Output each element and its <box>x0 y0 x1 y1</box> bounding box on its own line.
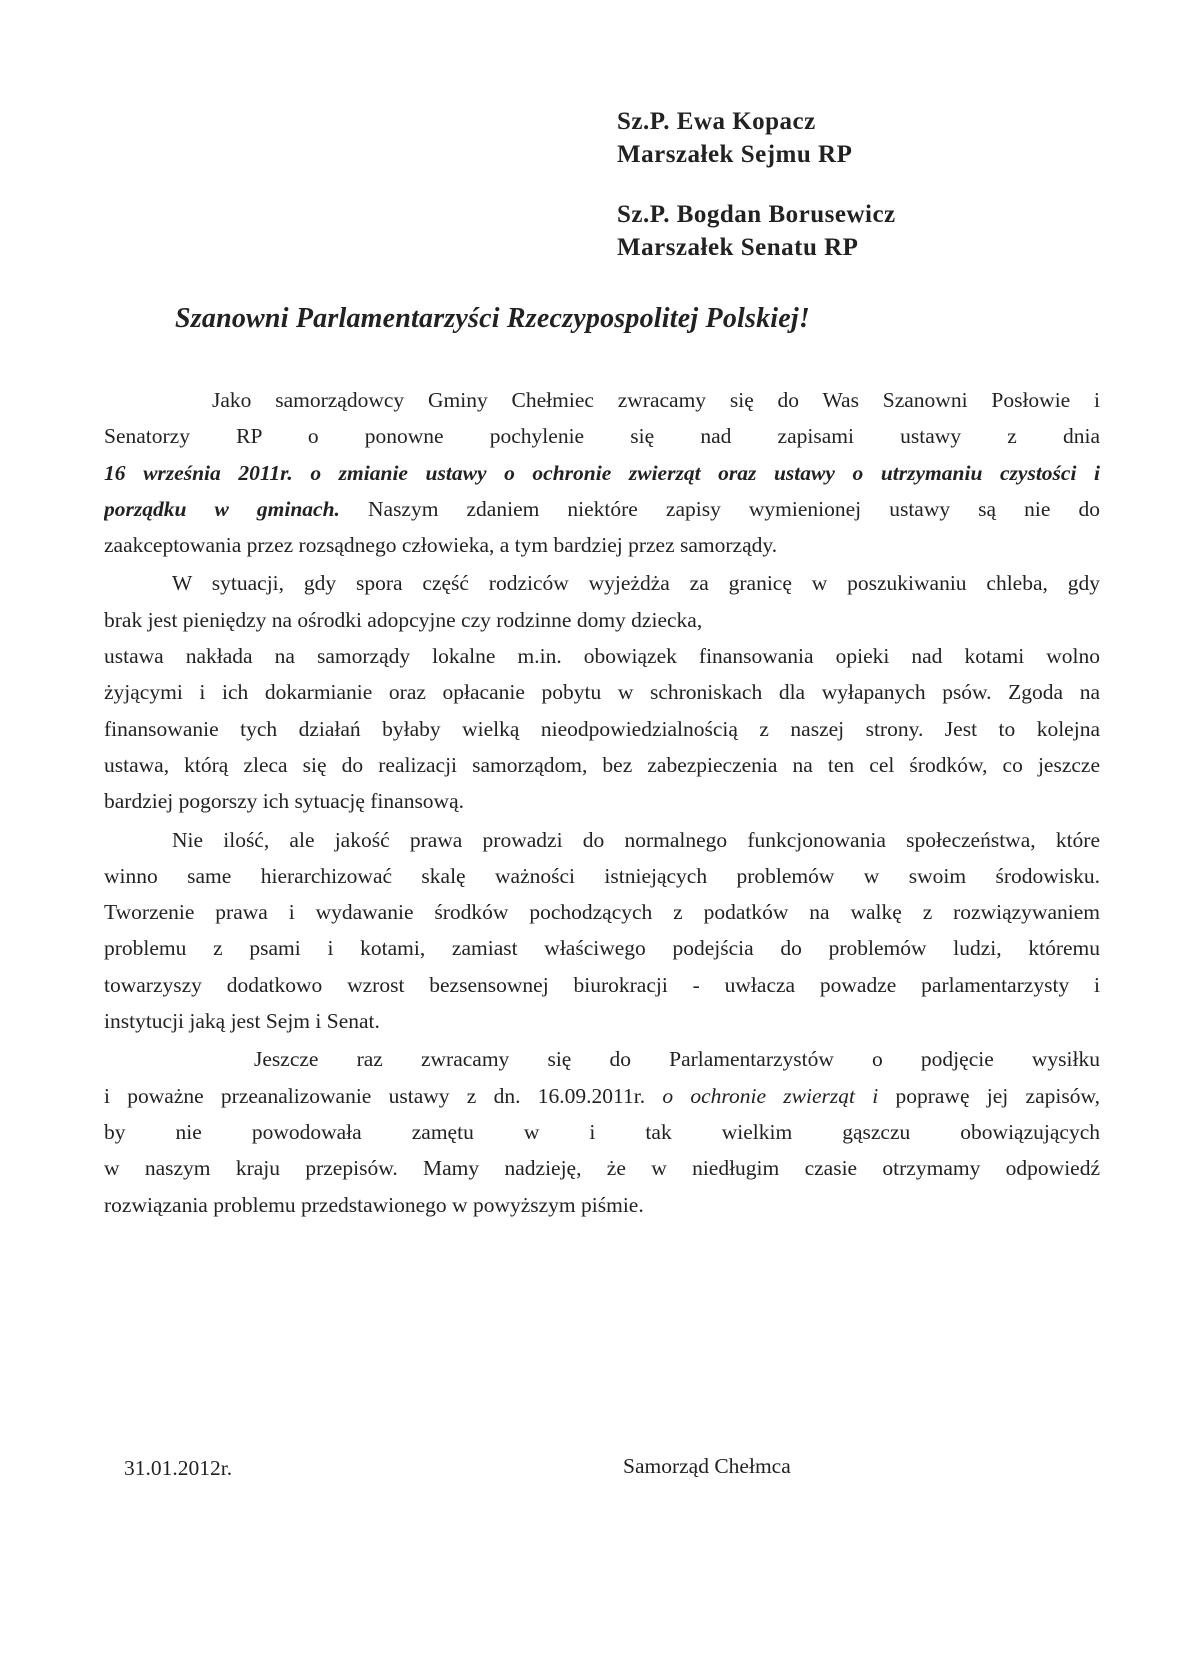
text-line: zaakceptowania przez rozsądnego człowieka, a tym bardziej przez samorządy. <box>104 533 778 558</box>
text-line: Jako samorządowcy Gminy Chełmiec zwracamy się do Was Szanowni Posłowie i <box>212 388 1100 412</box>
text-line: finansowanie tych działań byłaby wielką nieodpowiedzialnością z naszej strony. Jest to kolejna <box>104 716 1100 741</box>
text-line: ustawa, którą zleca się do realizacji samorządom, bez zabezpieczenia na ten cel środków, co jeszcze <box>104 752 1100 777</box>
recipient-2 <box>617 198 896 264</box>
recipients-block <box>617 105 896 291</box>
text-line <box>104 1078 1100 1114</box>
text-fragment: Naszym zdaniem niektóre zapisy wymienionej ustawy są nie do <box>339 496 1100 521</box>
text-line: instytucji jaką jest Sejm i Senat. <box>104 1009 380 1034</box>
text-line: żyjącymi i ich dokarmianie oraz opłacanie pobytu w schroniskach dla wyłapanych psów. Zgoda na <box>104 680 1100 705</box>
text-line: Senatorzy RP o ponowne pochylenie się nad zapisami ustawy z dnia <box>104 424 1100 449</box>
paragraph-4 <box>104 1041 1100 1222</box>
text-line: problemu z psami i kotami, zamiast właściwego podejścia do problemów ludzi, któremu <box>104 936 1100 961</box>
text-line: 16 września 2011r. o zmianie ustawy o ochronie zwierząt oraz ustawy o utrzymaniu czystości i <box>104 460 1100 485</box>
recipient-1 <box>617 105 896 171</box>
text-line <box>104 491 1100 527</box>
text-line: by nie powodowała zamętu w i tak wielkim gąszczu obowiązujących <box>104 1119 1100 1144</box>
text-fragment: poprawę jej zapisów, <box>878 1083 1100 1108</box>
signature: Samorząd Chełmca <box>623 1454 791 1478</box>
text-line: W sytuacji, gdy spora część rodziców wyjeżdża za granicę w poszukiwaniu chleba, gdy <box>172 571 1100 596</box>
text-line: winno same hierarchizować skalę ważności istniejących problemów w swoim środowisku. <box>104 863 1100 888</box>
paragraph-2 <box>104 565 1100 819</box>
text-line: Nie ilość, ale jakość prawa prowadzi do normalnego funkcjonowania społeczeństwa, które <box>172 827 1100 852</box>
text-line: brak jest pieniędzy na ośrodki adopcyjne czy rodzinne domy dziecka, <box>104 607 703 632</box>
recipient-name: Sz.P. Ewa Kopacz <box>617 108 816 135</box>
law-title-fragment: porządku w gminach. <box>104 496 340 521</box>
text-fragment: i poważne przeanalizowanie ustawy z dn. 16.09.2011r. <box>104 1083 663 1108</box>
paragraph-1 <box>104 382 1100 563</box>
law-title-fragment: o ochronie zwierząt i <box>662 1083 879 1108</box>
recipient-name: Sz.P. Bogdan Borusewicz <box>617 201 896 228</box>
text-line: ustawa nakłada na samorządy lokalne m.in. obowiązek finansowania opieki nad kotami wolno <box>104 644 1100 669</box>
recipient-title: Marszałek Senatu RP <box>617 234 859 261</box>
text-line: w naszym kraju przepisów. Mamy nadzieję, że w niedługim czasie otrzymamy odpowiedź <box>104 1156 1100 1181</box>
recipient-title: Marszałek Sejmu RP <box>617 141 853 168</box>
text-line: towarzyszy dodatkowo wzrost bezsensownej biurokracji - uwłacza powadze parlamentarzysty i <box>104 972 1100 997</box>
paragraph-3 <box>104 822 1100 1040</box>
text-line: bardziej pogorszy ich sytuację finansową. <box>104 789 464 814</box>
salutation-heading: Szanowni Parlamentarzyści Rzeczypospolitej Polskiej! <box>175 303 810 334</box>
letter-date: 31.01.2012r. <box>124 1456 233 1480</box>
text-line: rozwiązania problemu przedstawionego w powyższym piśmie. <box>104 1192 644 1217</box>
letter-body <box>104 382 1100 1223</box>
text-line: Jeszcze raz zwracamy się do Parlamentarzystów o podjęcie wysiłku <box>254 1047 1100 1072</box>
text-line: Tworzenie prawa i wydawanie środków pochodzących z podatków na walkę z rozwiązywaniem <box>104 900 1100 925</box>
